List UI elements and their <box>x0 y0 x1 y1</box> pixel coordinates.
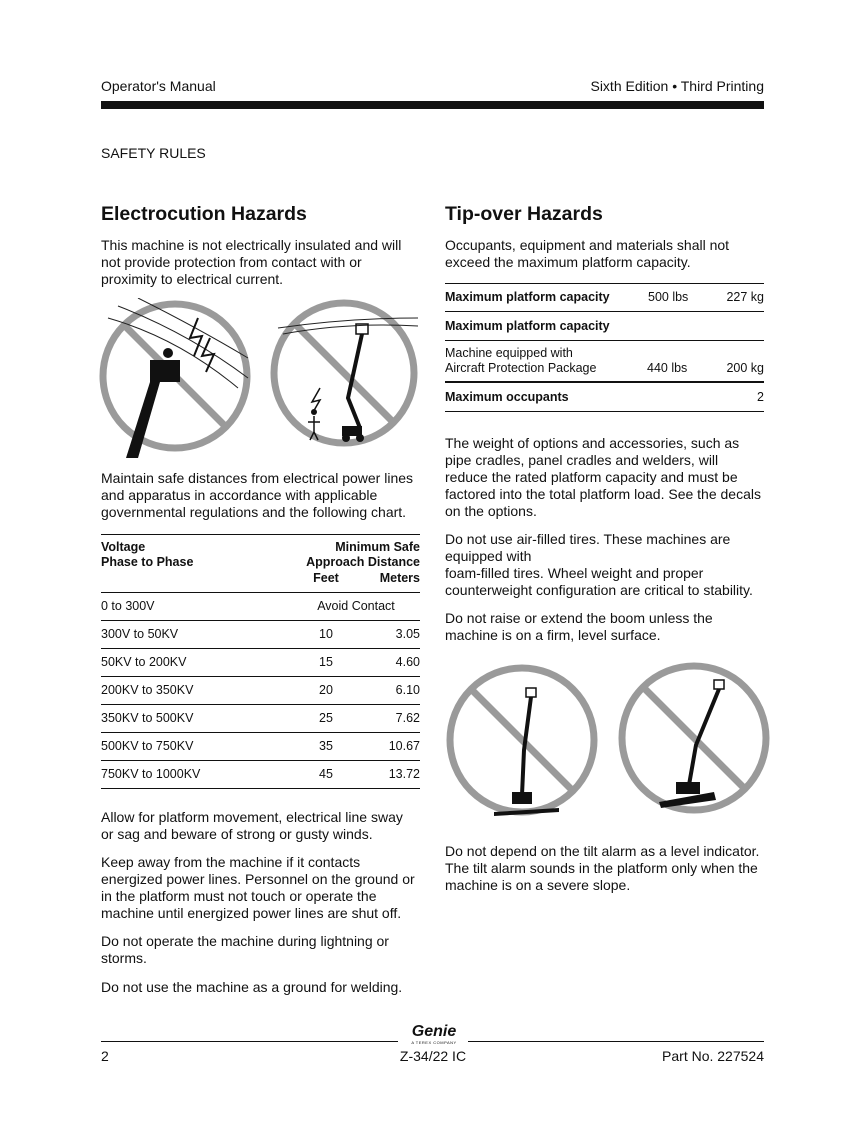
platform-movement-text: Allow for platform movement, electrical line sway or sag and beware of strong or gusty winds. <box>101 809 403 842</box>
aircraft-package-line2: Aircraft Protection Package <box>445 361 597 375</box>
feet-cell: 10 <box>319 627 333 641</box>
footer-rule-right <box>468 1041 764 1042</box>
header-right: Sixth Edition • Third Printing <box>590 78 764 94</box>
prohibition-icon-left <box>103 298 248 458</box>
voltage-cell: 350KV to 500KV <box>101 711 194 725</box>
accessories-weight-text: The weight of options and accessories, such as pipe cradles, panel cradles and welders, will reduce the rated platform capacity and must be factored into the total platform load. See the decals on the options. <box>445 435 761 519</box>
voltage-table-header <box>101 535 420 593</box>
genie-logo-text: Genie <box>411 1023 457 1040</box>
table-row <box>101 649 420 677</box>
header-meters: Meters <box>379 571 420 585</box>
avoid-contact-cell: Avoid Contact <box>317 599 395 613</box>
header-min-safe: Minimum Safe <box>335 540 420 554</box>
capacity-row <box>445 341 764 383</box>
table-row <box>101 705 420 733</box>
meters-cell: 6.10 <box>395 683 420 697</box>
occupants-value: 2 <box>757 390 764 404</box>
feet-cell: 15 <box>319 655 333 669</box>
table-row <box>101 761 420 789</box>
occupants-label: Maximum occupants <box>445 390 569 404</box>
feet-cell: 25 <box>319 711 333 725</box>
table-row <box>101 677 420 705</box>
feet-cell: 20 <box>319 683 333 697</box>
page-number: 2 <box>101 1048 109 1064</box>
meters-cell: 13.72 <box>388 767 420 781</box>
meters-cell: 10.67 <box>388 739 420 753</box>
capacity-label-aircraft: Maximum platform capacity <box>445 319 610 333</box>
electrocution-title: Electrocution Hazards <box>101 203 307 225</box>
safe-distance-text: Maintain safe distances from electrical power lines and apparatus in accordance with applicable governmental regulations and the following chart. <box>101 470 414 520</box>
voltage-cell: 500KV to 750KV <box>101 739 194 753</box>
capacity-lbs: 500 lbs <box>648 290 689 304</box>
voltage-cell: 0 to 300V <box>101 599 155 613</box>
model-number: Z-34/22 IC <box>399 1048 467 1064</box>
capacity-row <box>445 284 764 312</box>
header-rule <box>101 101 764 109</box>
capacity-row <box>445 312 764 341</box>
air-filled-tires-text-1: Do not use air-filled tires. These machines are equipped with <box>445 531 731 564</box>
voltage-cell: 50KV to 200KV <box>101 655 187 669</box>
capacity-row <box>445 383 764 412</box>
header-voltage: Voltage <box>101 540 146 554</box>
feet-cell: 45 <box>319 767 333 781</box>
header-feet: Feet <box>313 571 339 585</box>
voltage-distance-table <box>101 534 420 789</box>
voltage-cell: 750KV to 1000KV <box>101 767 201 781</box>
voltage-cell: 300V to 50KV <box>101 627 179 641</box>
lightning-text: Do not operate the machine during lightning or storms. <box>101 933 389 966</box>
capacity-label: Maximum platform capacity <box>445 290 610 304</box>
voltage-cell: 200KV to 350KV <box>101 683 194 697</box>
genie-logo-subtext: A TEREX COMPANY <box>411 1040 457 1045</box>
header-left: Operator's Manual <box>101 78 216 94</box>
part-number: Part No. 227524 <box>662 1048 764 1064</box>
meters-cell: 4.60 <box>395 655 420 669</box>
footer-rule-left <box>101 1041 398 1042</box>
genie-logo <box>404 1024 464 1045</box>
meters-cell: 7.62 <box>395 711 420 725</box>
table-row <box>101 621 420 649</box>
firm-surface-text: Do not raise or extend the boom unless the machine is on a firm, level surface. <box>445 610 713 643</box>
feet-cell: 35 <box>319 739 333 753</box>
capacity-kg: 227 kg <box>726 290 764 304</box>
welding-ground-text: Do not use the machine as a ground for welding. <box>101 979 403 995</box>
tilt-alarm-text: Do not depend on the tilt alarm as a level indicator. The tilt alarm sounds in the platform only when the machine is on a severe slope. <box>445 843 760 893</box>
air-filled-tires-text-2: foam-filled tires. Wheel weight and proper counterweight configuration are critical to stability. <box>445 565 753 598</box>
aircraft-kg: 200 kg <box>726 361 764 375</box>
aircraft-package-line1: Machine equipped with <box>445 346 573 360</box>
table-row <box>101 733 420 761</box>
electrocution-prohibited-illustration <box>98 298 423 458</box>
header-approach: Approach Distance <box>306 555 420 569</box>
prohibition-icon-slope-right <box>622 666 766 810</box>
energized-lines-text: Keep away from the machine if it contacts energized power lines. Personnel on the ground or in the platform must not touch or operate the machine until energized power lines are shut off. <box>101 854 415 921</box>
tipover-intro: Occupants, equipment and materials shall not exceed the maximum platform capacity. <box>445 237 730 270</box>
platform-capacity-table <box>445 283 764 412</box>
tipover-title: Tip-over Hazards <box>445 203 603 225</box>
tipover-prohibited-illustration <box>444 660 772 820</box>
prohibition-icon-right <box>274 303 418 443</box>
meters-cell: 3.05 <box>395 627 420 641</box>
prohibition-icon-slope-left <box>450 668 594 816</box>
electrocution-intro: This machine is not electrically insulated and will not provide protection from contact with or proximity to electrical current. <box>101 237 402 287</box>
aircraft-lbs: 440 lbs <box>647 361 688 375</box>
section-title: SAFETY RULES <box>101 145 206 161</box>
table-row <box>101 593 420 621</box>
header-phase: Phase to Phase <box>101 555 194 569</box>
